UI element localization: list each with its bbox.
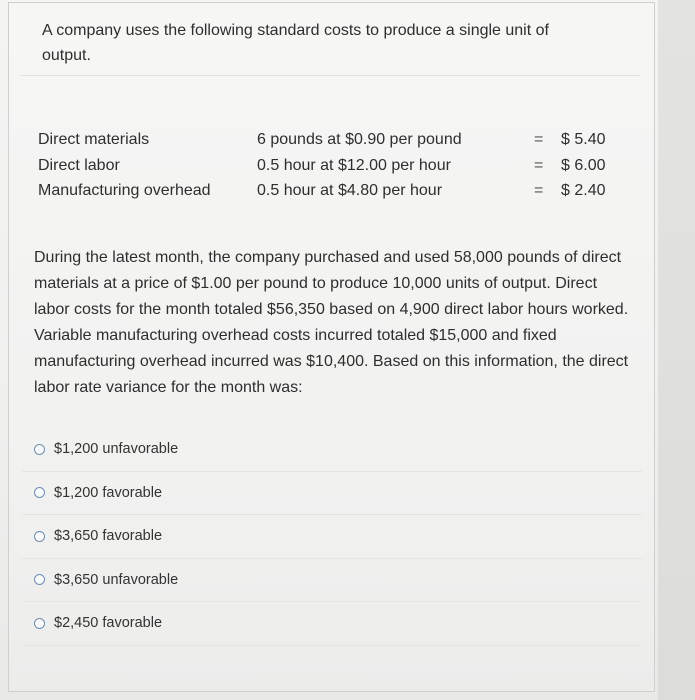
answer-option-label[interactable]: $3,650 unfavorable bbox=[54, 571, 179, 588]
radio-button-icon[interactable] bbox=[34, 444, 45, 455]
cost-item: Direct labor bbox=[38, 156, 120, 174]
cost-amount: $ 2.40 bbox=[561, 182, 606, 199]
radio-button-icon[interactable] bbox=[34, 574, 45, 585]
cost-amount: $ 5.40 bbox=[561, 131, 606, 148]
cost-description: 0.5 hour at $4.80 per hour bbox=[257, 182, 443, 199]
answer-option-5[interactable] bbox=[22, 602, 642, 646]
answer-option-label[interactable]: $1,200 favorable bbox=[54, 484, 163, 501]
cost-item: Manufacturing overhead bbox=[38, 182, 211, 199]
cost-row-manufacturing-overhead bbox=[38, 182, 628, 208]
cost-row-direct-materials bbox=[38, 131, 628, 157]
cost-row-direct-labor bbox=[38, 157, 628, 183]
answer-option-4[interactable] bbox=[22, 559, 642, 603]
answer-option-2[interactable] bbox=[22, 472, 642, 516]
answer-option-label[interactable]: $2,450 favorable bbox=[54, 615, 163, 632]
equals-sign: = bbox=[534, 156, 544, 174]
radio-button-icon[interactable] bbox=[34, 618, 45, 629]
equals-sign: = bbox=[534, 182, 544, 199]
answer-option-label[interactable]: $1,200 unfavorable bbox=[54, 441, 179, 458]
radio-button-icon[interactable] bbox=[34, 531, 45, 542]
answer-options bbox=[22, 428, 642, 646]
divider bbox=[20, 75, 640, 76]
cost-amount: $ 6.00 bbox=[561, 156, 606, 174]
question-intro: A company uses the following standard costs to produce a single unit of output. bbox=[42, 22, 549, 64]
cost-description: 6 pounds at $0.90 per pound bbox=[257, 131, 462, 148]
question-problem-text: During the latest month, the company purchased and used 58,000 pounds of direct materials at a price of $1.00 per pound to produce 10,000 units of output. Direct labor costs for the month totaled $56,350 based on 4,900 direct labor hours worked. Variable manufacturing overhead costs incurred totaled $15,000 and fixed manufacturing overhead incurred was $10,400. Based on this information, the direct labor rate variance for the month was: bbox=[34, 249, 629, 396]
answer-option-label[interactable]: $3,650 favorable bbox=[54, 528, 163, 545]
answer-option-3[interactable] bbox=[22, 515, 642, 559]
answer-option-1[interactable] bbox=[22, 428, 642, 472]
page-edge bbox=[658, 0, 695, 700]
equals-sign: = bbox=[534, 131, 544, 148]
radio-button-icon[interactable] bbox=[34, 487, 45, 498]
cost-description: 0.5 hour at $12.00 per hour bbox=[257, 156, 451, 174]
standard-cost-table bbox=[38, 131, 628, 208]
cost-item: Direct materials bbox=[38, 131, 150, 148]
